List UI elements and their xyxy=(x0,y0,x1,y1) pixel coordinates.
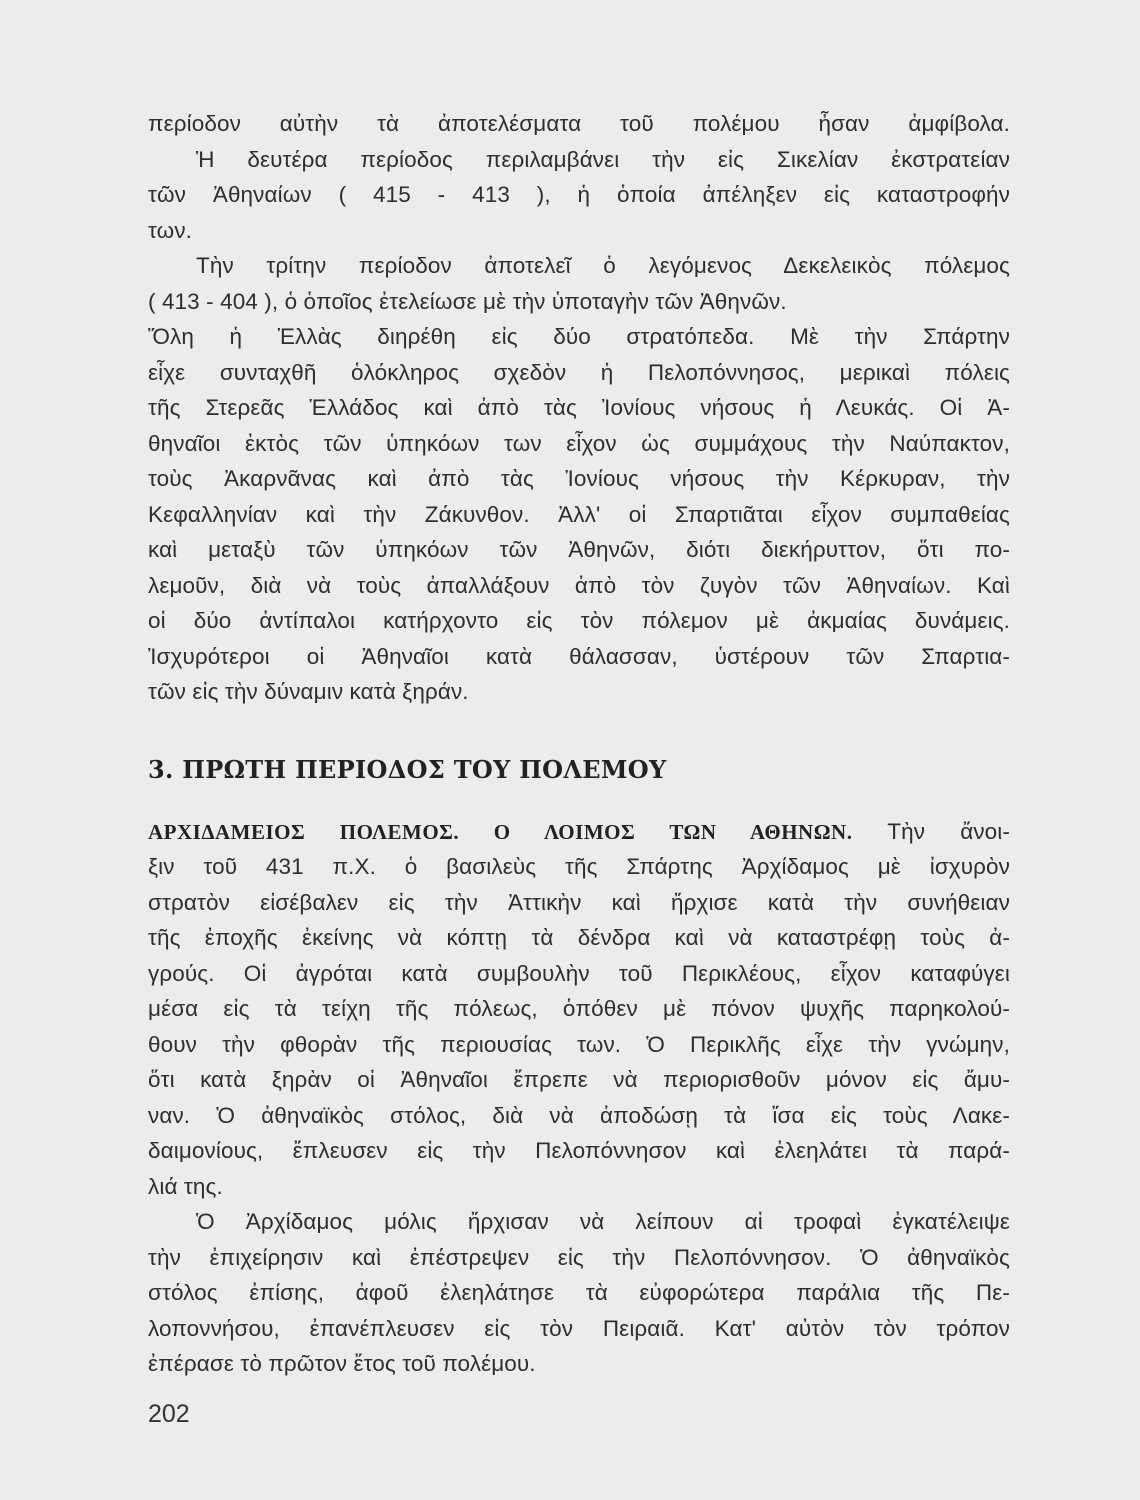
text-line: ἐπέρασε τὸ πρῶτον ἔτος τοῦ πολέμου. xyxy=(148,1351,536,1376)
text-line: θουν τὴν φθορὰν τῆς περιουσίας των. Ὁ Περικλῆς εἶχε τὴν γνώμην, xyxy=(148,1031,1010,1057)
text-line: ( 413 - 404 ), ὁ ὁποῖος ἐτελείωσε μὲ τὴν ὑποταγὴν τῶν Ἀθηνῶν. xyxy=(148,288,787,314)
text-line: δαιμονίους, ἔπλευσεν εἰς τὴν Πελοπόννησον καὶ ἐλεηλάτει τὰ παρά- xyxy=(148,1138,1010,1163)
text-line: θηναῖοι ἐκτὸς τῶν ὑπηκόων των εἶχον ὡς συμμάχους τὴν Ναύπακτον, xyxy=(148,430,1010,456)
text-line: Κεφαλληνίαν καὶ τὴν Ζάκυνθον. Ἀλλ' οἱ Σπαρτιᾶται εἶχον συμπαθείας xyxy=(148,501,1010,527)
subheading: ΑΡΧΙΔΑΜΕΙΟΣ ΠΟΛΕΜΟΣ. Ο ΛΟΙΜΟΣ ΤΩΝ ΑΘΗΝΩΝ. xyxy=(148,819,853,844)
text-line: οἱ δύο ἀντίπαλοι κατήρχοντο εἰς τὸν πόλεμον μὲ ἀκμαίας δυνάμεις. xyxy=(148,608,1010,633)
section-heading: 3. ΠΡΩΤΗ ΠΕΡΙΟΔΟΣ ΤΟΥ ΠΟΛΕΜΟΥ xyxy=(148,754,667,784)
text-line: των. xyxy=(148,217,193,243)
text-line: ὅτι κατὰ ξηρὰν οἱ Ἀθηναῖοι ἔπρεπε νὰ περιορισθοῦν μόνον εἰς ἄμυ- xyxy=(148,1067,1010,1092)
text-line: εἶχε συνταχθῆ ὁλόκληρος σχεδὸν ἡ Πελοπόννησος, μερικαὶ πόλεις xyxy=(148,359,1010,385)
text-line: Ὅλη ἡ Ἑλλὰς διηρέθη εἰς δύο στρατόπεδα. Μὲ τὴν Σπάρτην xyxy=(148,324,1010,349)
text-line: λοποννήσου, ἐπανέπλευσεν εἰς τὸν Πειραιᾶ. Κατ' αὐτὸν τὸν τρόπον xyxy=(148,1315,1010,1341)
section-1-text xyxy=(148,106,1010,710)
text-line: Ἰσχυρότεροι οἱ Ἀθηναῖοι κατὰ θάλασσαν, ὑστέρουν τῶν Σπαρτια- xyxy=(148,643,1010,669)
text-line: τῶν Ἀθηναίων ( 415 - 413 ), ἡ ὁποία ἀπέληξεν εἰς καταστροφήν xyxy=(148,182,1010,207)
page-number: 202 xyxy=(148,1400,190,1428)
section-2-text xyxy=(148,814,1010,1382)
text-line: λεμοῦν, διὰ νὰ τοὺς ἀπαλλάξουν ἀπὸ τὸν ζυγὸν τῶν Ἀθηναίων. Καὶ xyxy=(148,572,1010,598)
text-line: Ὁ Ἀρχίδαμος μόλις ἤρχισαν νὰ λείπουν αἱ τροφαὶ ἐγκατέλειψε xyxy=(196,1209,1010,1234)
text-line: τὴν ἐπιχείρησιν καὶ ἐπέστρεψεν εἰς τὴν Πελοπόννησον. Ὁ ἀθηναϊκὸς xyxy=(148,1244,1010,1270)
text-line: τῆς ἐποχῆς ἐκείνης νὰ κόπτῃ τὰ δένδρα καὶ νὰ καταστρέφῃ τοὺς ἀ- xyxy=(148,925,1010,950)
text-line: ναν. Ὁ ἀθηναϊκὸς στόλος, διὰ νὰ ἀποδώσῃ τὰ ἴσα εἰς τοὺς Λακε- xyxy=(148,1102,1010,1128)
text-line: στρατὸν εἰσέβαλεν εἰς τὴν Ἀττικὴν καὶ ἤρχισε κατὰ τὴν συνήθειαν xyxy=(148,889,1010,915)
text-fragment: Τὴν ἄνοι- xyxy=(887,818,1010,844)
text-line: μέσα εἰς τὰ τείχη τῆς πόλεως, ὁπόθεν μὲ πόνον ψυχῆς παρηκολού- xyxy=(148,996,1010,1021)
text-line: Τὴν τρίτην περίοδον ἀποτελεῖ ὁ λεγόμενος Δεκελεικὸς πόλεμος xyxy=(196,253,1010,278)
text-line: γρούς. Οἱ ἀγρόται κατὰ συμβουλὴν τοῦ Περικλέους, εἶχον καταφύγει xyxy=(148,960,1010,986)
text-line: περίοδον αὐτὴν τὰ ἀποτελέσματα τοῦ πολέμου ἦσαν ἀμφίβολα. xyxy=(148,111,1010,136)
text-line: λιά της. xyxy=(148,1173,223,1199)
text-line: Ἡ δευτέρα περίοδος περιλαμβάνει τὴν εἰς Σικελίαν ἐκστρατείαν xyxy=(196,146,1010,172)
text-line: τοὺς Ἀκαρνᾶνας καὶ ἀπὸ τὰς Ἰονίους νήσους τὴν Κέρκυραν, τὴν xyxy=(148,466,1010,491)
text-line: στόλος ἐπίσης, ἀφοῦ ἐλεηλάτησε τὰ εὐφορώτερα παράλια τῆς Πε- xyxy=(148,1280,1010,1305)
page-body xyxy=(148,106,1010,1382)
text-line: τῶν εἰς τὴν δύναμιν κατὰ ξηράν. xyxy=(148,679,469,704)
text-line: τῆς Στερεᾶς Ἑλλάδος καὶ ἀπὸ τὰς Ἰονίους νήσους ἡ Λευκάς. Οἱ Ἀ- xyxy=(148,395,1010,420)
text-line: ξιν τοῦ 431 π.Χ. ὁ βασιλεὺς τῆς Σπάρτης Ἀρχίδαμος μὲ ἰσχυρὸν xyxy=(148,854,1010,879)
text-line: καὶ μεταξὺ τῶν ὑπηκόων τῶν Ἀθηνῶν, διότι διεκήρυττον, ὅτι πο- xyxy=(148,537,1010,562)
text-line-with-subheading xyxy=(148,814,1010,850)
